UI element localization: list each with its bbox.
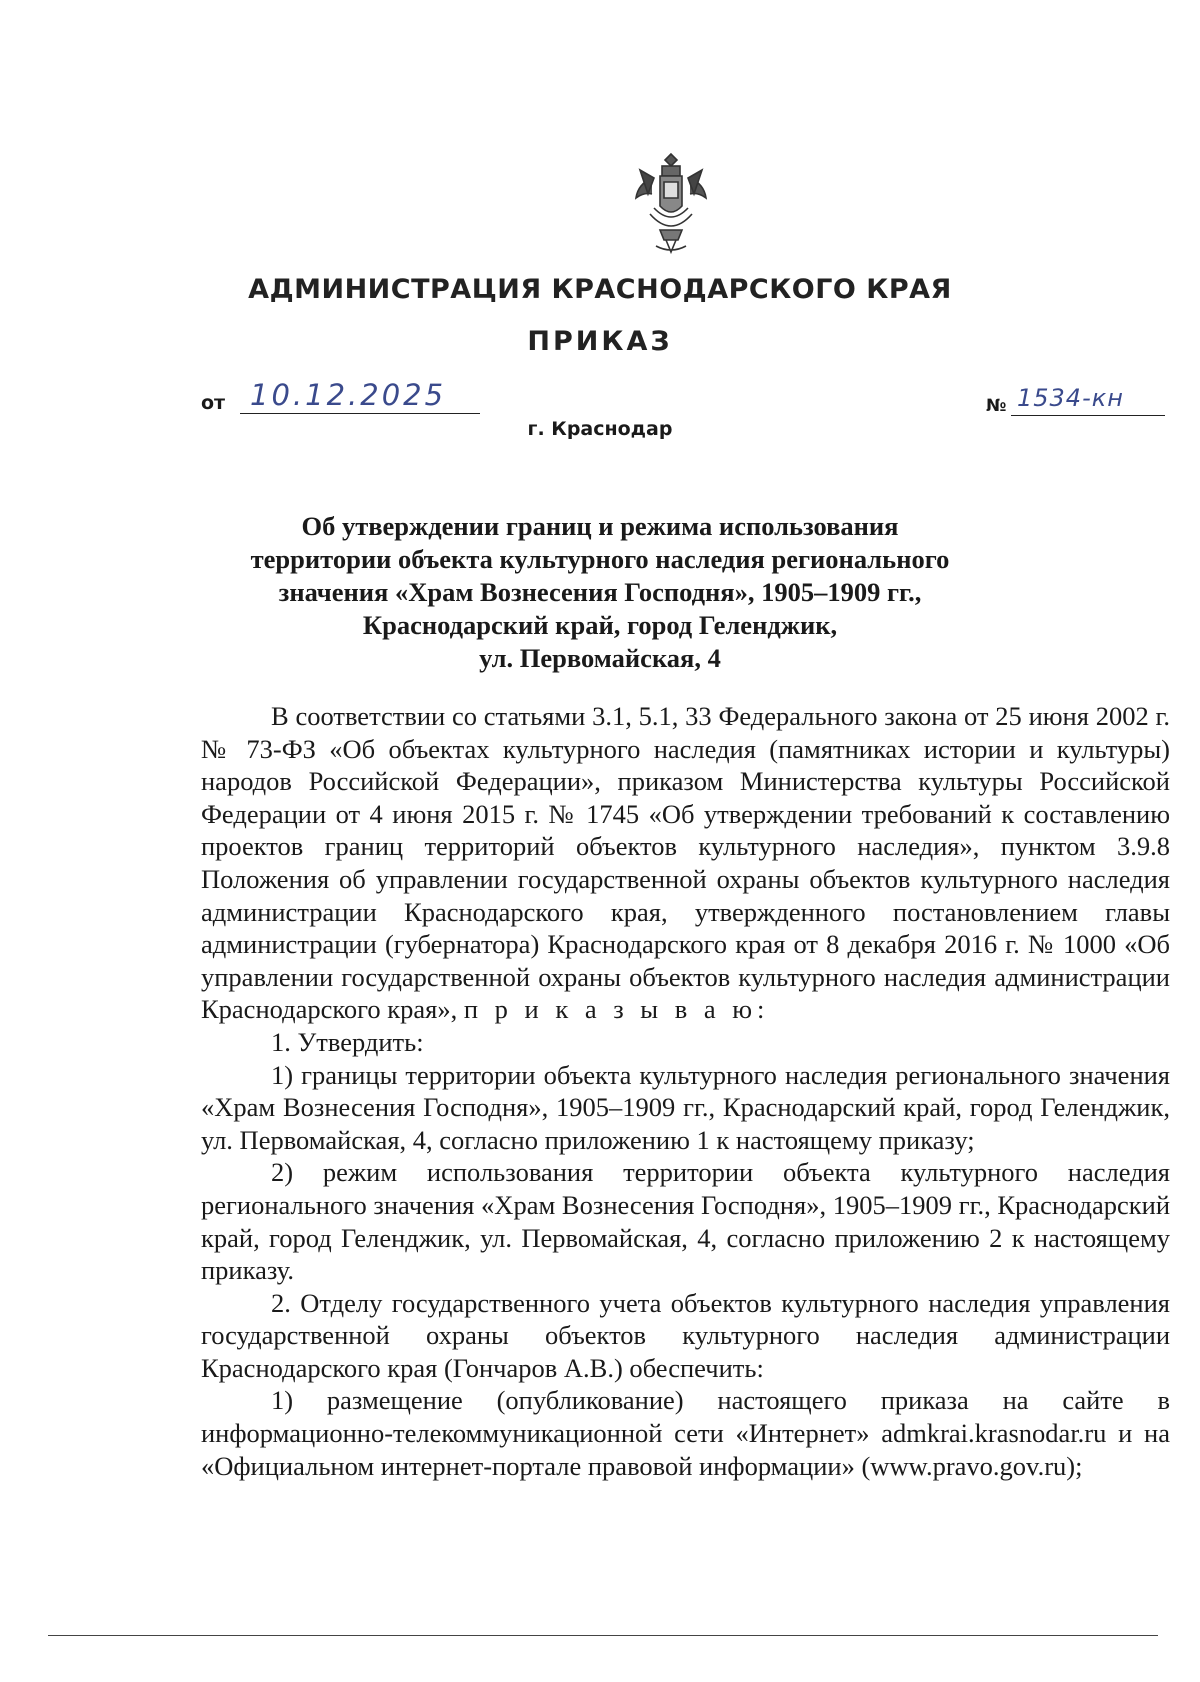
- document-body: [201, 700, 1170, 1482]
- document-type-heading: ПРИКАЗ: [527, 326, 673, 357]
- title-line: значения «Храм Вознесения Господня», 1905–1909 гг.,: [278, 577, 922, 607]
- item-1-1: 1) границы территории объекта культурного наследия регионального значения «Храм Вознесения Господня», 1905–1909 гг., Краснодарский край, город Геленджик, ул. Первомайская, 4, согласно приложению 1 к настоящему приказу;: [201, 1059, 1170, 1155]
- city-label: г. Краснодар: [527, 418, 673, 440]
- order-word: п р и к а з ы в а ю:: [463, 994, 770, 1025]
- title-line: ул. Первомайская, 4: [479, 643, 721, 673]
- title-line: Об утверждении границ и режима использования: [301, 511, 899, 541]
- date-label: от: [201, 392, 226, 414]
- document-title: [200, 510, 1000, 675]
- title-line: территории объекта культурного наследия регионального: [250, 544, 950, 574]
- preamble-text: В соответствии со статьями 3.1, 5.1, 33 Федерального закона от 25 июня 2002 г. № 73-ФЗ «Об объектах культурного наследия (памятниках истории и культуры) народов Российской Федерации», приказом Министерства культуры Российской Федерации от 4 июня 2015 г. № 1745 «Об утверждении требований к составлению проектов границ территорий объектов культурного наследия», пунктом 3.9.8 Положения об управлении государственной охраны объектов культурного наследия администрации Краснодарского края, утвержденного постановлением главы администрации (губернатора) Краснодарского края от 8 декабря 2016 г. № 1000 «Об управлении государственной охраны объектов культурного наследия администрации Краснодарского края»,: [201, 701, 1170, 1025]
- item-1: 1. Утвердить:: [271, 1026, 424, 1057]
- handwritten-date: 10.12.2025: [240, 378, 480, 414]
- organization-heading: АДМИНИСТРАЦИЯ КРАСНОДАРСКОГО КРАЯ: [248, 274, 952, 305]
- item-1-2: 2) режим использования территории объекта культурного наследия регионального значения «Храм Вознесения Господня», 1905–1909 гг., Краснодарский край, город Геленджик, ул. Первомайская, 4, согласно приложению 2 к настоящему приказу.: [201, 1157, 1170, 1286]
- handwritten-number: 1534-кн: [1011, 382, 1165, 416]
- item-2-1: 1) размещение (опубликование) настоящего приказа на сайте в информационно-телекоммуникационной сети «Интернет» admkrai.krasnodar.ru и на «Официальном интернет-портале правовой информации» (www.pravo.gov.ru);: [201, 1385, 1170, 1481]
- bottom-divider: [48, 1635, 1158, 1636]
- title-line: Краснодарский край, город Геленджик,: [362, 610, 838, 640]
- number-label: №: [986, 396, 1007, 416]
- preamble-paragraph: [201, 700, 1170, 1026]
- item-2: 2. Отделу государственного учета объектов культурного наследия управления государственной охраны объектов культурного наследия администрации Краснодарского края (Гончаров А.В.) обеспечить:: [201, 1287, 1170, 1383]
- coat-of-arms-emblem: [630, 148, 712, 258]
